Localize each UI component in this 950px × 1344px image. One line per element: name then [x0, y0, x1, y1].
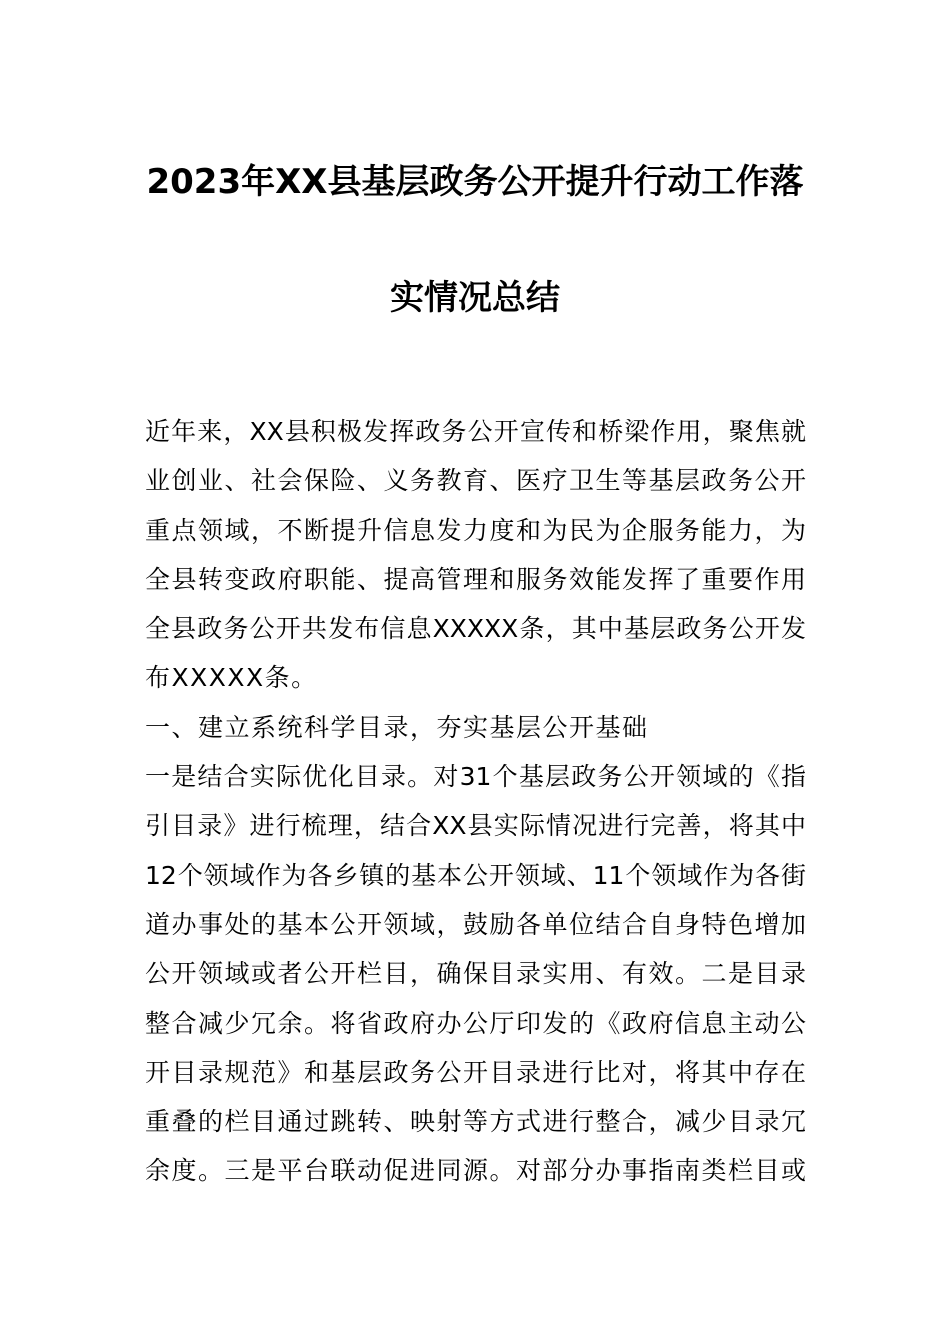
- paragraph-line: 12个领域作为各乡镇的基本公开领域、11个领域作为各街: [145, 860, 806, 890]
- paragraph-line: 一是结合实际优化目录。对31个基层政务公开领域的《指: [145, 762, 806, 792]
- paragraph-line: 引目录》进行梳理，结合XX县实际情况进行完善，将其中: [145, 811, 806, 841]
- document-title-line-1: 2023年XX县基层政务公开提升行动工作落: [146, 162, 804, 202]
- paragraph-line: 道办事处的基本公开领域，鼓励各单位结合自身特色增加: [145, 909, 806, 939]
- paragraph-line: 近年来，XX县积极发挥政务公开宣传和桥梁作用，聚焦就: [145, 417, 806, 446]
- document-title-line-2: 实情况总结: [390, 278, 560, 318]
- paragraph-line: 布XXXXX条。: [145, 663, 318, 693]
- paragraph-line: 余度。三是平台联动促进同源。对部分办事指南类栏目或: [145, 1156, 806, 1186]
- document-body: [145, 412, 806, 1201]
- paragraph-line: 全县转变政府职能、提高管理和服务效能发挥了重要作用: [145, 564, 806, 594]
- paragraph-line: 整合减少冗余。将省政府办公厅印发的《政府信息主动公: [145, 1008, 806, 1038]
- paragraph-line: 公开领域或者公开栏目，确保目录实用、有效。二是目录: [145, 959, 806, 989]
- paragraph-line: 重点领域，不断提升信息发力度和为民为企服务能力，为: [145, 515, 806, 545]
- paragraph-line: 业创业、社会保险、义务教育、医疗卫生等基层政务公开: [145, 466, 806, 496]
- paragraph-line: 开目录规范》和基层政务公开目录进行比对，将其中存在: [145, 1057, 806, 1087]
- paragraph-line: 重叠的栏目通过跳转、映射等方式进行整合，减少目录冗: [145, 1107, 806, 1137]
- section-heading: 一、建立系统科学目录，夯实基层公开基础: [145, 712, 649, 742]
- paragraph-line: 全县政务公开共发布信息XXXXX条，其中基层政务公开发: [145, 614, 806, 644]
